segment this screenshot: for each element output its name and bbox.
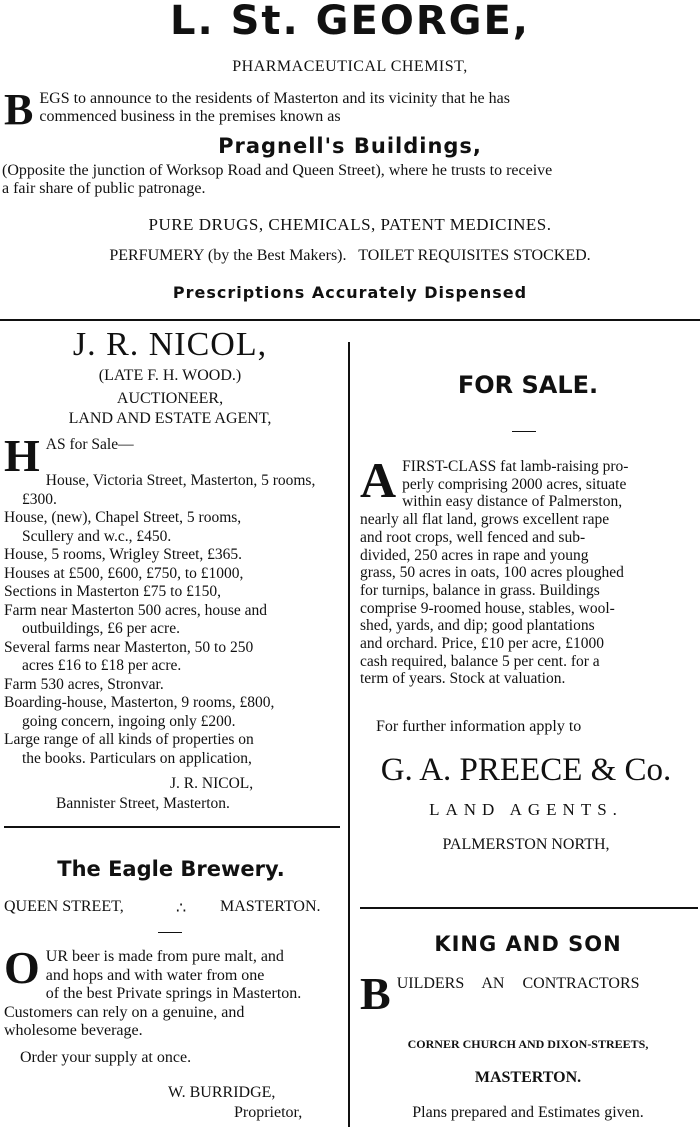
brewery-proprietor-title: Proprietor, [234,1104,303,1121]
drop-letter: B [360,968,391,1019]
column-divider [348,342,350,1127]
for-sale-body-line: perly comprising 2000 acres, situate [402,475,627,493]
listing-line-continued: outbuildings, £6 per acre. [22,620,180,637]
products-line-2: PERFUMERY (by the Best Makers). TOILET REQUISITES STOCKED. [109,247,591,264]
brewery-town: MASTERTON. [220,898,321,915]
for-sale-body [360,452,697,688]
builders-tagline-row [360,968,698,1019]
listing-line-continued: Scullery and w.c., £450. [22,527,172,545]
builders-tagline: UILDERS AN CONTRACTORS [396,975,640,992]
listing-line: Houses at £500, £600, £750, to £1000, [4,564,244,582]
listing-line-continued: going concern, ingoing only £200. [22,712,236,730]
builders-town: MASTERTON. [474,1069,582,1086]
brewery-street: QUEEN STREET, [4,898,124,915]
drop-letter: O [4,942,40,993]
brewery-body-line: and hops and with water from one [45,966,265,984]
listing-line: Sections in Masterton £75 to £150, [4,583,221,600]
chemist-intro [4,85,698,134]
right-divider [360,907,698,909]
agent-town: PALMERSTON NORTH, [442,836,610,853]
products-line-1: PURE DRUGS, CHEMICALS, PATENT MEDICINES. [148,215,552,234]
for-sale-body-line: for turnips, balance in grass. Buildings [360,581,600,599]
drop-letter: B [4,85,34,134]
for-sale-body-line: and orchard. Price, £10 per acre, £1000 [360,635,605,653]
for-sale-body-line: term of years. Stock at valuation. [360,670,566,688]
for-sale-body-line: nearly all flat land, grows excellent rape [360,511,610,529]
chemist-title: PHARMACEUTICAL CHEMIST, [232,58,468,75]
listing-line: House, 5 rooms, Wrigley Street, £365. [4,546,243,563]
listing-line: Farm 530 acres, Stronvar. [4,675,164,693]
brewery-body [4,942,340,1041]
prescriptions-line: Prescriptions Accurately Dispensed [172,283,528,302]
brewery-body-line: UR beer is made from pure malt, and [45,948,284,965]
listing-line: Boarding-house, Masterton, 9 rooms, £800, [4,694,275,711]
for-sale-title: FOR SALE. [457,371,599,399]
short-rule [512,431,536,432]
listing-line-continued: acres £16 to £18 per acre. [22,657,182,674]
chemist-name: L. St. GEORGE, [170,0,530,44]
location-line-2: a fair share of public patronage. [2,180,206,197]
nicol-signature: J. R. NICOL, [170,775,254,792]
intro-line-1: EGS to announce to the residents of Masterton and its vicinity that he has [39,90,510,107]
for-sale-body-line: comprise 9-roomed house, stables, wool- [360,599,615,617]
for-sale-body-line: grass, 50 acres in oats, 100 acres ploughed [360,564,624,582]
builders-plans: Plans prepared and Estimates given. [412,1104,644,1121]
short-rule [158,932,182,933]
nicol-late: (LATE F. H. WOOD.) [98,367,242,384]
intro-line-2: commenced business in the premises known as [39,108,341,125]
brewery-proprietor-name: W. BURRIDGE, [168,1084,276,1101]
brewery-body-line: Customers can rely on a genuine, and [4,1003,245,1021]
for-sale-body-line: divided, 250 acres in rape and young [360,546,589,564]
builders-title: KING AND SON [434,932,622,956]
for-sale-body-line: within easy distance of Palmerston, [402,493,623,511]
building-name: Pragnell's Buildings, [218,134,482,158]
nicol-role-auctioneer: AUCTIONEER, [116,390,224,407]
nicol-intro: AS for Sale— [45,436,134,453]
for-sale-body-line: cash required, balance 5 per cent. for a [360,652,600,670]
listing-line-continued: the books. Particulars on application, [22,749,252,767]
brewery-body-line: wholesome beverage. [4,1022,143,1039]
listing-line: Several farms near Masterton, 50 to 250 [4,638,254,656]
nicol-listings [4,430,344,768]
brewery-body-line: of the best Private springs in Masterton. [45,985,302,1002]
for-sale-body-line: FIRST-CLASS fat lamb-raising pro- [402,458,629,475]
drop-letter: A [360,452,397,508]
listing-line: House, Victoria Street, Masterton, 5 rooms, [45,472,316,489]
listing-line-continued: £300. [22,490,57,508]
brewery-order: Order your supply at once. [20,1049,192,1066]
top-divider [0,319,700,321]
brewery-title: The Eagle Brewery. [57,857,285,881]
left-divider [4,826,340,828]
agent-role: LAND AGENTS. [429,800,623,819]
drop-letter: H [4,430,40,481]
listing-line: Farm near Masterton 500 acres, house and [4,601,267,619]
agent-name: G. A. PREECE & Co. [380,752,672,788]
brewery-dots: ∴ [176,900,187,917]
listing-line: Large range of all kinds of properties on [4,731,254,748]
for-sale-further: For further information apply to [376,718,582,735]
nicol-listing-group [4,472,344,768]
for-sale-body-line: shed, yards, and dip; good plantations [360,617,595,635]
listing-line: House, (new), Chapel Street, 5 rooms, [4,509,242,526]
builders-corner: CORNER CHURCH AND DIXON-STREETS, [407,1037,649,1051]
nicol-address: Bannister Street, Masterton. [56,795,230,812]
nicol-name: J. R. NICOL, [72,326,268,363]
for-sale-body-line: and root crops, well fenced and sub- [360,528,586,546]
nicol-role-agent: LAND AND ESTATE AGENT, [68,410,272,427]
location-line-1: (Opposite the junction of Worksop Road and Queen Street), where he trusts to receive [2,162,553,179]
